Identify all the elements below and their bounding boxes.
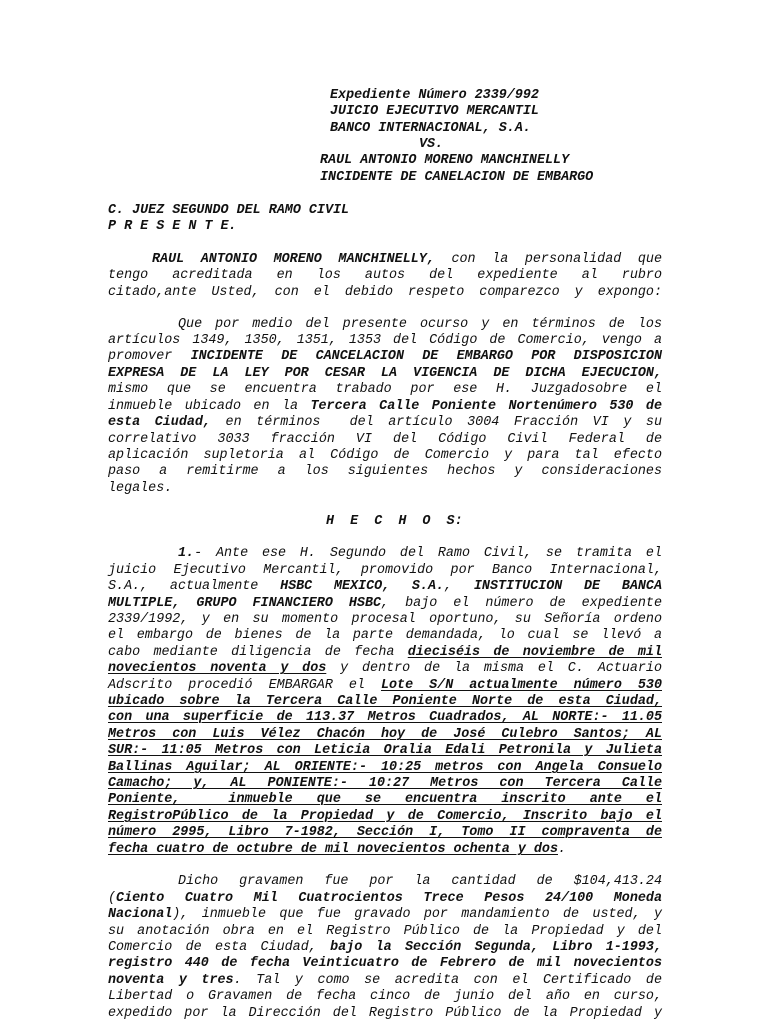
body-line: MULTIPLE, GRUPO FINANCIERO HSBC, bajo el número de expediente — [108, 596, 663, 611]
body-line: (Ciento Cuatro Mil Cuatrocientos Trece Pesos 24/100 Moneda — [108, 891, 662, 906]
intro-line: tengo acreditada en los autos del expediente al rubro — [108, 268, 662, 283]
body-line: fecha cuatro de octubre de mil novecientos ochenta y dos. — [108, 842, 567, 857]
body-line: SUR:- 11:05 Metros con Leticia Oralia Edali Petronila y Julieta — [108, 743, 662, 758]
body-line: correlativo 3033 fracción VI del Código Civil Federal de — [108, 432, 662, 447]
body-line: expedido por la Dirección del Registro Público de la Propiedad y — [108, 1006, 662, 1021]
body-line: con una superficie de 113.37 Metros Cuadrados, AL NORTE:- 11.05 — [108, 710, 662, 725]
body-line: novecientos noventa y dos y dentro de la misma el C. Actuario — [108, 661, 662, 676]
body-line: Comercio de esta Ciudad, bajo la Sección Segunda, Libro 1-1993, — [108, 940, 662, 955]
body-line: esta Ciudad, en términos del artículo 3004 Fracción VI y su — [108, 415, 662, 430]
body-line: cabo mediante diligencia de fecha dieciséis de noviembre de mil — [108, 645, 662, 660]
body-line: registro 440 de fecha Veinticuatro de Febrero de mil novecientos — [108, 956, 662, 971]
body-line: número 2995, Libro 7-1982, Sección I, Tomo II compraventa de — [108, 825, 662, 840]
intro-line: citado,ante Usted, con el debido respeto comparezco y expongo: — [108, 285, 662, 300]
versus: VS. — [419, 137, 444, 152]
body-line: promover INCIDENTE DE CANCELACION DE EMBARGO POR DISPOSICION — [108, 349, 662, 364]
addressee-judge: C. JUEZ SEGUNDO DEL RAMO CIVIL — [108, 203, 350, 218]
plaintiff: BANCO INTERNACIONAL, S.A. — [330, 121, 531, 136]
body-line: Ballinas Aguilar; AL ORIENTE:- 10:25 metros con Angela Consuelo — [108, 760, 662, 775]
case-type: JUICIO EJECUTIVO MERCANTIL — [330, 104, 539, 119]
body-line: Poniente, inmueble que se encuentra inscrito ante el — [108, 792, 662, 807]
body-line: juicio Ejecutivo Mercantil, promovido por Banco Internacional, — [108, 563, 662, 578]
body-line: Dicho gravamen fue por la cantidad de $104,413.24 — [178, 874, 662, 889]
body-line: 2339/1992, y en su momento procesal oportuno, su Señoría ordeno — [108, 612, 662, 627]
body-line: legales. — [108, 481, 173, 496]
incident-title: INCIDENTE DE CANELACION DE EMBARGO — [320, 170, 594, 185]
body-line: Libertad o Gravamen de fecha cinco de junio del año en curso, — [108, 989, 662, 1004]
body-line: RegistroPúblico de la Propiedad y de Comercio, Inscrito bajo el — [108, 809, 662, 824]
body-line: EXPRESA DE LA LEY POR CESAR LA VIGENCIA DE DICHA EJECUCION, — [108, 366, 662, 381]
body-line: el embargo de bienes de la parte demandada, lo cual se llevó a — [108, 628, 662, 643]
body-line: artículos 1349, 1350, 1351, 1353 del Código de Comercio, vengo a — [108, 333, 662, 348]
body-line: Nacional), inmueble que fue gravado por mandamiento de usted, y — [108, 907, 662, 922]
defendant: RAUL ANTONIO MORENO MANCHINELLY — [320, 153, 570, 168]
body-line: paso a remitirme a los siguientes hechos y consideraciones — [108, 464, 662, 479]
body-line: su anotación obra en el Registro Público de la Propiedad y del — [108, 924, 662, 939]
body-line: 1.- Ante ese H. Segundo del Ramo Civil, se tramita el — [178, 546, 662, 561]
body-line: inmueble ubicado en la Tercera Calle Poniente Nortenúmero 530 de — [108, 399, 662, 414]
body-line: ubicado sobre la Tercera Calle Poniente Norte de esta Ciudad, — [108, 694, 662, 709]
body-line: Adscrito procedió EMBARGAR el Lote S/N actualmente número 530 — [108, 678, 662, 693]
body-line: aplicación supletoria al Código de Comercio y para tal efecto — [108, 448, 662, 463]
body-line: Metros con Luis Vélez Chacón hoy de José Culebro Santos; AL — [108, 727, 662, 742]
addressee-present: P R E S E N T E. — [108, 219, 237, 234]
section-title-hechos: H E C H O S: — [326, 514, 463, 529]
body-line: Que por medio del presente ocurso y en términos de los — [178, 317, 662, 332]
body-line: Camacho; y, AL PONIENTE:- 10:27 Metros con Tercera Calle — [108, 776, 662, 791]
body-line: noventa y tres. Tal y como se acredita con el Certificado de — [108, 973, 662, 988]
body-line: S.A., actualmente HSBC MEXICO, S.A., INSTITUCION DE BANCA — [108, 579, 662, 594]
case-number: Expediente Número 2339/992 — [330, 88, 539, 103]
intro-line: RAUL ANTONIO MORENO MANCHINELLY, con la personalidad que — [152, 252, 662, 267]
body-line: mismo que se encuentra trabado por ese H. Juzgadosobre el — [108, 382, 662, 397]
